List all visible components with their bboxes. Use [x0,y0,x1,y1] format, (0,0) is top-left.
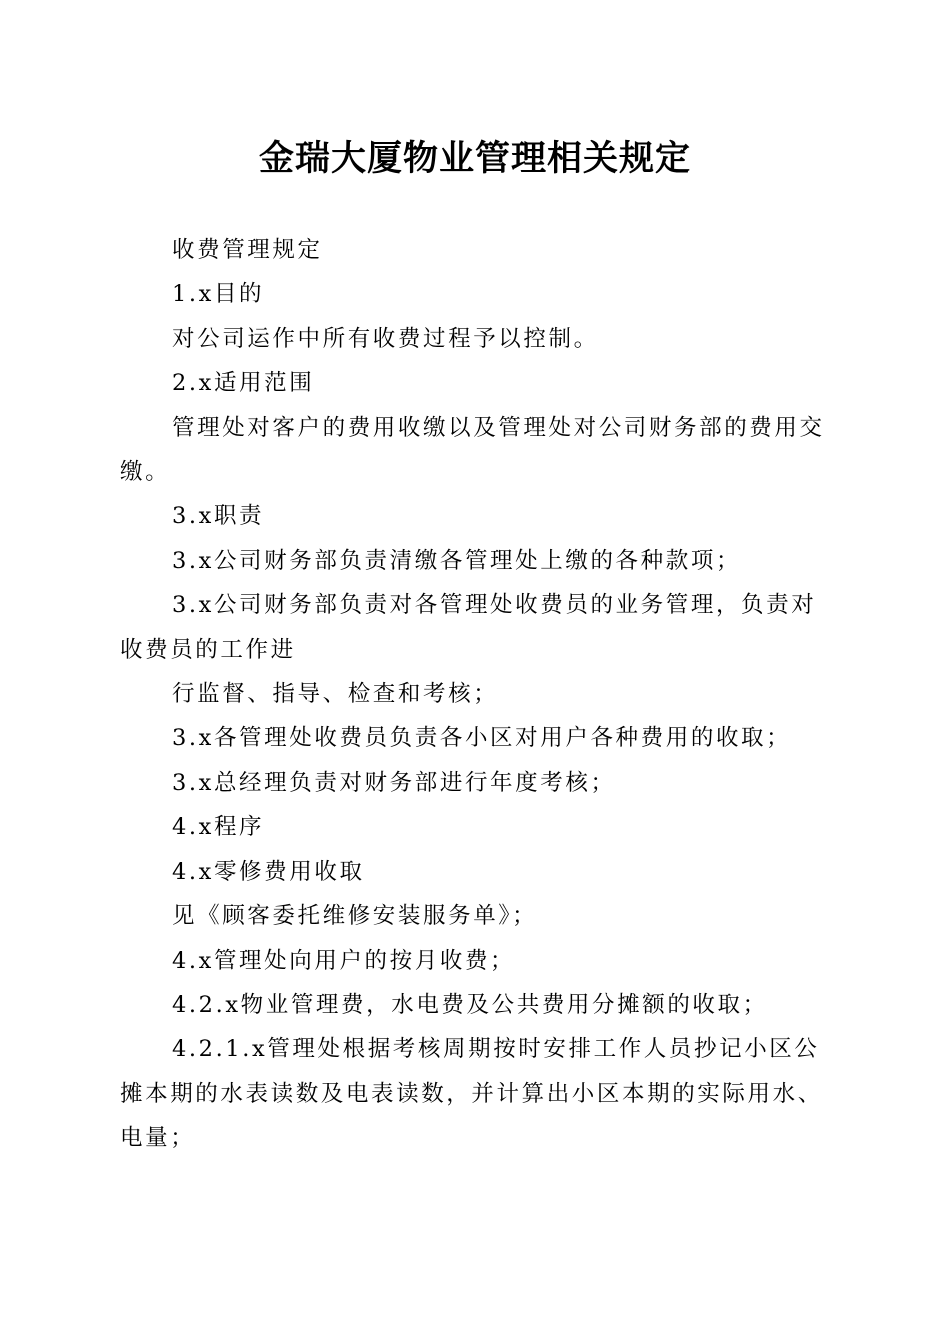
document-body [120,228,825,1161]
paragraph-property-fee: 4.2.x物业管理费，水电费及公共费用分摊额的收取； [172,991,768,1018]
paragraph-monthly-fee: 4.x管理处向用户的按月收费； [172,947,516,974]
paragraph-section-3-duties: 3.x职责 [172,503,265,530]
paragraph-section-1-purpose: 1.x目的 [172,281,265,308]
paragraph-meter-reading: 4.2.1.x管理处根据考核周期按时安排工作人员抄记小区公摊本期的水表读数及电表读数，并计算出小区本期的实际用水、电量； [120,1036,823,1152]
paragraph-fee-management-heading: 收费管理规定 [172,237,323,263]
paragraph-section-4-procedure: 4.x程序 [172,814,265,841]
paragraph-duty-finance-collect: 3.x公司财务部负责清缴各管理处上缴的各种款项； [172,547,742,574]
paragraph-duty-finance-manage-cont: 行监督、指导、检查和考核； [172,681,499,708]
document-title: 金瑞大厦物业管理相关规定 [258,138,691,179]
paragraph-section-2-scope: 2.x适用范围 [172,370,315,397]
paragraph-repair-fee-text: 见《顾客委托维修安装服务单》； [172,903,538,930]
paragraph-repair-fee: 4.x零修费用收取 [172,858,365,885]
paragraph-purpose-text: 对公司运作中所有收费过程予以控制。 [172,325,599,352]
paragraph-duty-general-manager: 3.x总经理负责对财务部进行年度考核； [172,769,616,796]
paragraph-scope-text: 管理处对客户的费用收缴以及管理处对公司财务部的费用交缴。 [120,414,825,486]
paragraph-duty-cashier: 3.x各管理处收费员负责各小区对用户各种费用的收取； [172,725,792,752]
paragraph-duty-finance-manage: 3.x公司财务部负责对各管理处收费员的业务管理，负责对收费员的工作进 [120,592,817,663]
